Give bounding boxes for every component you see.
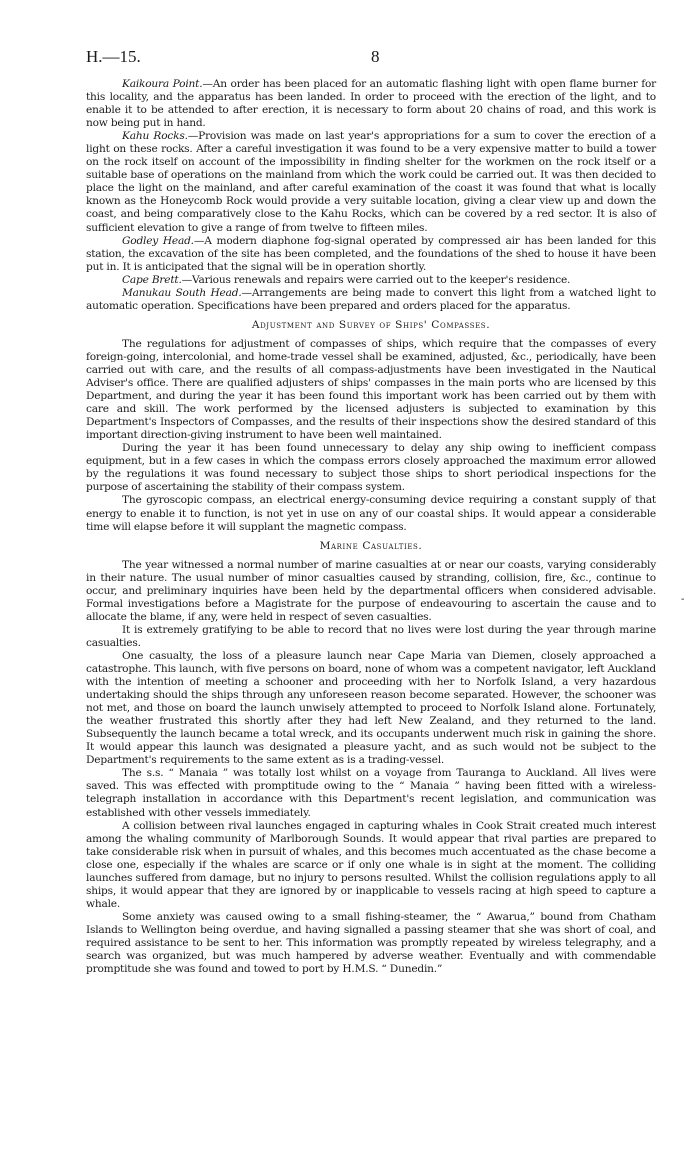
page-header — [86, 47, 656, 67]
page-number: 8 — [371, 47, 380, 66]
paragraph-cape-brett: Cape Brett.—Various renewals and repairs were carried out to the keeper's residence. — [122, 273, 571, 286]
section-heading-casualties: Marine Casualties. — [319, 539, 423, 552]
place-name: Godley Head. — [122, 234, 194, 247]
paragraph: The year witnessed a normal number of marine casualties at or near our coasts, varying considerably in their nature. The usual number of minor casualties caused by stranding, collision, fire, &c., continue to occur, and preliminary inquiries have been held by the departmental officers when considered advisable. Formal investigations before a Magistrate for the purpose of endeavouring to ascertain the cause and to allocate the blame, if any, were held in respect of seven casualties. — [86, 558, 656, 623]
place-name: Cape Brett. — [122, 273, 182, 286]
paragraph: During the year it has been found unnecessary to delay any ship owing to inefficient compass equipment, but in a few cases in which the compass errors closely approached the maximum error allowed by the regulations it was found necessary to subject those ships to short periodical inspections for the purpose of ascertaining the stability of their compass system. — [86, 442, 656, 494]
paragraph-manukau: Manukau South Head.—Arrangements are being made to convert this light from a watched light to automatic operation. Specifications have been prepared and orders placed for the apparatus. — [86, 286, 656, 312]
place-name: Manukau South Head. — [122, 286, 242, 299]
paragraph-kahu: Kahu Rocks.—Provision was made on last year's appropriations for a sum to cover the erection of a light on these rocks. After a careful investigation it was found to be a very expensive matter to build a tower on the rock itself on account of the impossibility in finding shelter for the workmen on the rock itself or a suitable base of operations on the mainland from which the work could be carried out. It was then decided to place the light on the mainland, and after careful examination of the coast it was found that what is locally known as the Honeycomb Rock would provide a very suitable location, giving a clear view up and down the coast, and being comparatively close to the Kahu Rocks, which can be covered by a red sector. It is also of sufficient elevation to give a range of from twelve to fifteen miles. — [86, 130, 656, 234]
section-heading-compasses: Adjustment and Survey of Ships' Compasses. — [251, 318, 491, 331]
paragraph: A collision between rival launches engaged in capturing whales in Cook Strait created much interest among the whaling community of Marlborough Sounds. It would appear that rival parties are prepared to take considerable risk when in pursuit of whales, and this becomes much accentuated as the chase become a close one, especially if the whales are scarce or if only one whale is in sight at the moment. The colliding launches suffered from damage, but no injury to persons resulted. Whilst the collision regulations apply to all ships, it would appear that they are ignored by or inapplicable to vessels racing at high speed to capture a whale. — [86, 819, 656, 910]
paragraph: One casualty, the loss of a pleasure launch near Cape Maria van Diemen, closely approached a catastrophe. This launch, with five persons on board, none of whom was a competent navigator, left Auckland with the intention of meeting a schooner and proceeding with her to Norfolk Island, a very hazardous undertaking should the ships through any unforeseen reason become separated. However, the schooner was not met, and those on board the launch unwisely attempted to proceed to Norfolk Island alone. Fortunately, the weather frustrated this shortly after they had left New Zealand, and they returned to the land. Subsequently the launch became a total wreck, and its occupants underwent much risk in gaining the shore. It would appear this launch was designated a pleasure yacht, and as such would not be subject to the Department's requirements to the same extent as is a trading-vessel. — [86, 649, 656, 767]
paragraph-kaikoura: Kaikoura Point.—An order has been placed for an automatic flashing light with open flame burner for this locality, and the apparatus has been landed. In order to proceed with the erection of the light, and to enable it to be attended to after erection, it is necessary to form about 20 chains of road, and this work is now being put in hand. — [86, 78, 656, 130]
place-name: Kahu Rocks. — [122, 130, 188, 143]
paragraph-godley: Godley Head.—A modern diaphone fog-signal operated by compressed air has been landed for this station, the excavation of the site has been completed, and the foundations of the shed to house it have been put in. It is anticipated that the signal will be in operation shortly. — [86, 234, 656, 273]
paragraph: The gyroscopic compass, an electrical energy-consuming device requiring a constant supply of that energy to enable it to function, is not yet in use on any of our coastal ships. It would appear a considerable time will elapse before it will supplant the magnetic compass. — [86, 494, 656, 533]
place-name: Kaikoura Point. — [122, 78, 203, 90]
margin-mark: - — [681, 594, 685, 605]
paragraph: The regulations for adjustment of compasses of ships, which require that the compasses of every foreign-going, intercolonial, and home-trade vessel shall be examined, adjusted, &c., periodically, have been carried out with care, and the results of all compass-adjustments have been investigated in the Nautical Adviser's office. There are qualified adjusters of ships' compasses in the main ports who are licensed by this Department, and during the year it has been found this important work has been carried out by them with care and skill. The work performed by the licensed adjusters is subjected to examination by this Department's Inspectors of Compasses, and the results of their inspections show the desired standard of this important direction-giving instrument to have been well maintained. — [86, 337, 656, 442]
page-body — [86, 78, 656, 976]
paragraph: The s.s. “ Manaia ” was totally lost whilst on a voyage from Tauranga to Auckland. All lives were saved. This was effected with promptitude owing to the “ Manaia ” having been fitted with a wireless-telegraph installation in accordance with this Department's recent legislation, and communication was established with other vessels immediately. — [86, 767, 656, 819]
document-reference: H.—15. — [86, 47, 141, 66]
paragraph: Some anxiety was caused owing to a small fishing-steamer, the “ Awarua,” bound from Chatham Islands to Wellington being overdue, and having signalled a passing steamer that she was short of coal, and required assistance to be sent to her. This information was promptly repeated by wireless telegraphy, and a search was organized, but was much hampered by adverse weather. Eventually and with commendable promptitude she was found and towed to port by H.M.S. “ Dunedin.” — [86, 910, 656, 976]
paragraph: It is extremely gratifying to be able to record that no lives were lost during the year through marine casualties. — [86, 623, 656, 649]
